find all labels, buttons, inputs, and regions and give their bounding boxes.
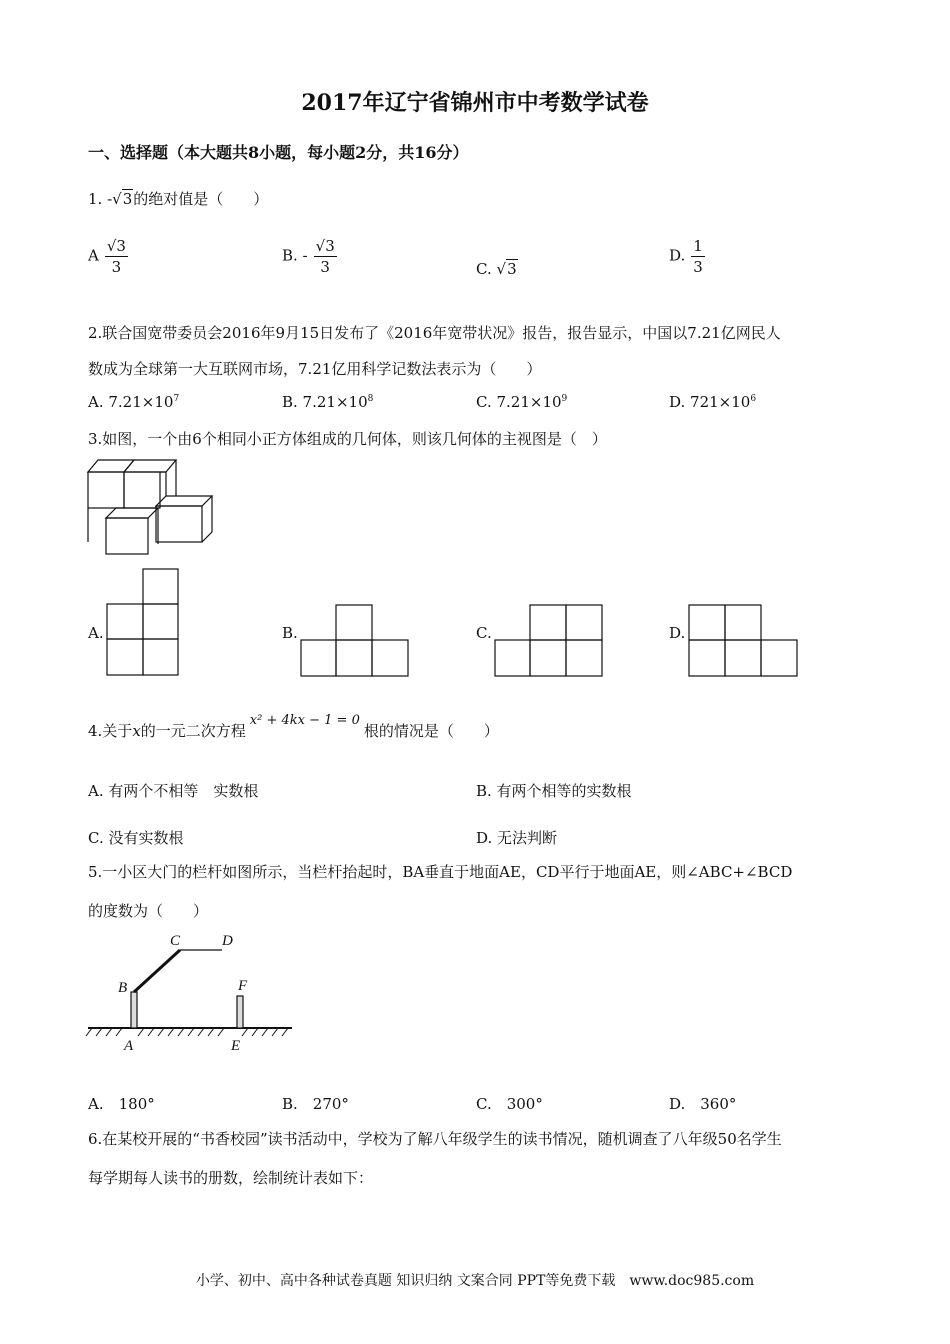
q3-option-d-figure: [688, 604, 800, 678]
q3-option-b-label: B.: [282, 624, 298, 642]
q2-option-a: A. $7.21\times 10^7$: [88, 393, 180, 411]
page-footer: 小学、初中、高中各种试卷真题 知识归纳 文案合同 PPT等免费下载 www.doc985.com: [195, 1273, 755, 1289]
label-e: E: [231, 1038, 241, 1054]
label-a: A: [124, 1038, 134, 1054]
q3-option-d-label: D.: [669, 624, 686, 642]
q3-option-a-figure: [106, 568, 180, 676]
q1-suffix: 的绝对值是（ ）: [133, 190, 269, 208]
q5-line2: 的度数为（ ）: [88, 902, 209, 920]
q2-option-c: C. $7.21\times 10^9$: [476, 393, 568, 411]
q1-option-a: A $\frac{√3}{3}$: [88, 237, 126, 276]
q5-option-b: B. 270°: [282, 1095, 349, 1113]
q5-option-d: D. 360°: [669, 1095, 737, 1113]
q3-option-b-figure: [300, 604, 410, 678]
q5-option-a: A. 180°: [88, 1095, 155, 1113]
q4-equation: x² + 4kx − 1 = 0: [249, 713, 360, 728]
question-4: 4.关于x的一元二次方程x² + 4kx − 1 = 0根的情况是（ ）: [88, 713, 499, 740]
q6-line2: 每学期每人读书的册数，绘制统计表如下：: [88, 1169, 374, 1187]
q4-option-d: D. 无法判断: [476, 829, 558, 847]
q5-option-c: C. 300°: [476, 1095, 543, 1113]
label-c: C: [170, 933, 181, 949]
q1-sqrt: √3: [112, 190, 133, 208]
q1-option-d: D. $\frac{1}{3}$: [669, 237, 703, 276]
section-heading: 一、选择题（本大题共8小题，每小题2分，共16分）: [88, 143, 469, 162]
q6-line1: 6.在某校开展的“书香校园”读书活动中，学校为了解八年级学生的读书情况，随机调查了八年级50名学生: [88, 1130, 782, 1148]
label-f: F: [238, 978, 248, 994]
cube-figure: [86, 460, 216, 556]
q3-option-a-label: A.: [88, 624, 104, 642]
label-d: D: [222, 933, 233, 949]
page-title: 2017年辽宁省锦州市中考数学试卷: [301, 90, 649, 116]
q5-line1: 5.一小区大门的栏杆如图所示，当栏杆抬起时，BA垂直于地面AE，CD平行于地面AE，则∠ABC+∠BCD: [88, 863, 793, 881]
q3-option-c-figure: [494, 604, 604, 678]
q4-option-a: A. 有两个不相等 实数根: [88, 782, 259, 800]
q1-option-b: B. - $\frac{√3}{3}$: [282, 237, 335, 276]
q2-option-b: B. $7.21\times 10^8$: [282, 393, 374, 411]
q2-line2: 数成为全球第一大互联网市场，7.21亿用科学记数法表示为（ ）: [88, 360, 542, 378]
q1-option-c: C. √3: [476, 260, 517, 278]
q4-option-b: B. 有两个相等的实数根: [476, 782, 632, 800]
q1-prefix: 1. -: [88, 190, 113, 208]
label-b: B: [118, 980, 128, 996]
q3-option-c-label: C.: [476, 624, 492, 642]
q2-option-d: D. $721\times 10^6$: [669, 393, 757, 411]
q2-line1: 2.联合国宽带委员会2016年9月15日发布了《2016年宽带状况》报告，报告显示，中国以7.21亿网民人: [88, 324, 781, 342]
q3-text: 3.如图，一个由6个相同小正方体组成的几何体，则该几何体的主视图是（ ）: [88, 430, 607, 448]
gate-figure: [86, 930, 296, 1056]
q4-option-c: C. 没有实数根: [88, 829, 184, 847]
question-1: [88, 188, 268, 209]
